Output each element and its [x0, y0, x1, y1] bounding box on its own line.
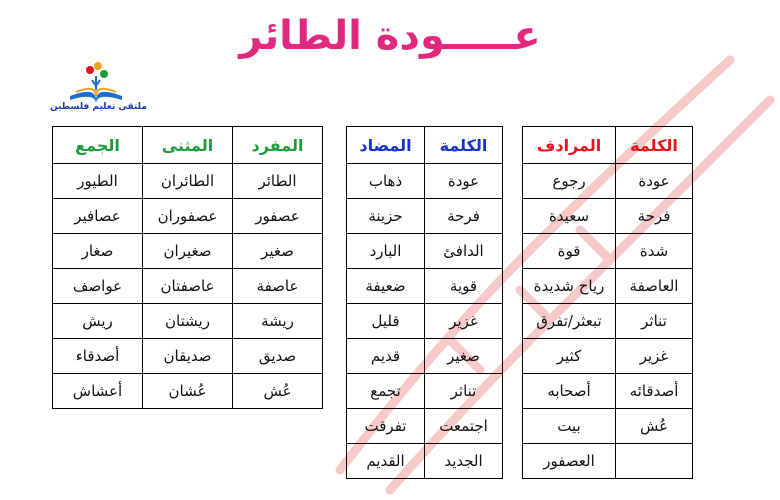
- synonym-cell: تبعثر/تفرق: [523, 304, 616, 339]
- dual-cell: صغيران: [143, 234, 233, 269]
- singular-cell: صديق: [233, 339, 323, 374]
- word-cell: عُش: [616, 409, 693, 444]
- singular-cell: صغير: [233, 234, 323, 269]
- table-row: [53, 304, 323, 339]
- plural-cell: الطيور: [53, 164, 143, 199]
- word-cell: تناثر: [425, 374, 503, 409]
- opposite-cell: تفرقت: [347, 409, 425, 444]
- logo: [50, 56, 147, 120]
- word-cell: تناثر: [616, 304, 693, 339]
- singular-cell: عُش: [233, 374, 323, 409]
- plural-cell: أصدقاء: [53, 339, 143, 374]
- word-cell: الجديد: [425, 444, 503, 479]
- table-row: [53, 339, 323, 374]
- opposite-cell: القديم: [347, 444, 425, 479]
- table-row: [53, 199, 323, 234]
- dual-cell: عصفوران: [143, 199, 233, 234]
- synonym-cell: سعيدة: [523, 199, 616, 234]
- singular-cell: ريشة: [233, 304, 323, 339]
- dual-cell: الطائران: [143, 164, 233, 199]
- plural-header: الجمع: [53, 127, 143, 164]
- table-row: [53, 374, 323, 409]
- word-cell: الدافئ: [425, 234, 503, 269]
- word-header: الكلمة: [425, 127, 503, 164]
- word-cell: فرحة: [425, 199, 503, 234]
- dual-header: المثنى: [143, 127, 233, 164]
- table-row: [347, 374, 503, 409]
- synonym-header: المرادف: [523, 127, 616, 164]
- table-row: [523, 234, 693, 269]
- table-row: [523, 304, 693, 339]
- synonym-cell: رجوع: [523, 164, 616, 199]
- plurals-table: [52, 126, 323, 409]
- table-row: [53, 269, 323, 304]
- word-cell: فرحة: [616, 199, 693, 234]
- table-row: [523, 409, 693, 444]
- logo-caption: ملتقى تعليم فلسطين: [50, 102, 147, 112]
- table-row: [523, 339, 693, 374]
- table-header-row: [523, 127, 693, 164]
- word-cell: عودة: [616, 164, 693, 199]
- table-header-row: [53, 127, 323, 164]
- table-row: [347, 304, 503, 339]
- opposite-cell: ضعيفة: [347, 269, 425, 304]
- table-row: [53, 234, 323, 269]
- synonym-cell: بيت: [523, 409, 616, 444]
- singular-cell: عاصفة: [233, 269, 323, 304]
- table-row: [523, 164, 693, 199]
- singular-cell: الطائر: [233, 164, 323, 199]
- word-cell: صغير: [425, 339, 503, 374]
- word-cell: عودة: [425, 164, 503, 199]
- synonym-cell: قوة: [523, 234, 616, 269]
- opposite-cell: قليل: [347, 304, 425, 339]
- table-row: [347, 444, 503, 479]
- opposite-cell: البارد: [347, 234, 425, 269]
- table-row: [347, 199, 503, 234]
- opposite-cell: حزينة: [347, 199, 425, 234]
- opposites-table: [346, 126, 503, 479]
- table-row: [347, 164, 503, 199]
- word-cell: [616, 444, 693, 479]
- word-cell: غزير: [616, 339, 693, 374]
- opposite-cell: ذهاب: [347, 164, 425, 199]
- synonym-cell: أصحابه: [523, 374, 616, 409]
- word-cell: قوية: [425, 269, 503, 304]
- dual-cell: صديقان: [143, 339, 233, 374]
- table-row: [523, 374, 693, 409]
- plural-cell: عصافير: [53, 199, 143, 234]
- word-cell: العاصفة: [616, 269, 693, 304]
- plural-cell: أعشاش: [53, 374, 143, 409]
- opposite-header: المضاد: [347, 127, 425, 164]
- table-row: [347, 269, 503, 304]
- word-cell: غزير: [425, 304, 503, 339]
- synonyms-table: [522, 126, 693, 479]
- table-row: [523, 199, 693, 234]
- word-cell: أصدقائه: [616, 374, 693, 409]
- plural-cell: عواصف: [53, 269, 143, 304]
- opposite-cell: تجمع: [347, 374, 425, 409]
- singular-header: المفرد: [233, 127, 323, 164]
- table-row: [523, 444, 693, 479]
- table-row: [347, 234, 503, 269]
- table-header-row: [347, 127, 503, 164]
- table-row: [347, 409, 503, 444]
- plural-cell: صغار: [53, 234, 143, 269]
- table-row: [347, 339, 503, 374]
- word-cell: اجتمعت: [425, 409, 503, 444]
- word-header: الكلمة: [616, 127, 693, 164]
- dual-cell: عاصفتان: [143, 269, 233, 304]
- synonym-cell: العصفور: [523, 444, 616, 479]
- word-cell: شدة: [616, 234, 693, 269]
- dual-cell: عُشان: [143, 374, 233, 409]
- logo-book-icon: [50, 56, 142, 104]
- plural-cell: ريش: [53, 304, 143, 339]
- singular-cell: عصفور: [233, 199, 323, 234]
- table-row: [53, 164, 323, 199]
- synonym-cell: كثير: [523, 339, 616, 374]
- dual-cell: ريشتان: [143, 304, 233, 339]
- synonym-cell: رياح شديدة: [523, 269, 616, 304]
- opposite-cell: قديم: [347, 339, 425, 374]
- page-title: عـــــودة الطائر: [239, 13, 541, 59]
- table-row: [523, 269, 693, 304]
